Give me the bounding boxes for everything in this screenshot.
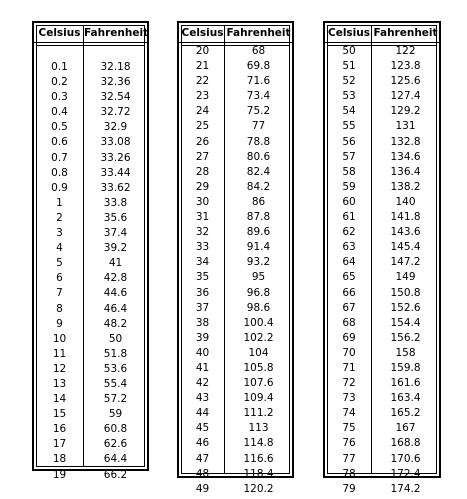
celsius-cell: 40 bbox=[195, 346, 210, 359]
fahrenheit-cell: 32.54 bbox=[100, 91, 131, 104]
table-row bbox=[325, 180, 439, 195]
table-header bbox=[179, 23, 292, 43]
table-row bbox=[325, 135, 439, 150]
fahrenheit-cell: 113 bbox=[248, 422, 269, 435]
celsius-cell: 27 bbox=[195, 150, 210, 163]
celsius-cell: 63 bbox=[342, 241, 356, 254]
table-row bbox=[34, 75, 147, 90]
celsius-cell: 74 bbox=[342, 407, 356, 420]
fahrenheit-cell: 129.2 bbox=[390, 105, 421, 118]
fahrenheit-cell: 168.8 bbox=[390, 437, 421, 450]
celsius-cell: 64 bbox=[342, 256, 356, 269]
fahrenheit-cell: 109.4 bbox=[243, 392, 274, 405]
table-row bbox=[325, 119, 439, 134]
celsius-cell: 56 bbox=[342, 135, 356, 148]
conversion-table-1 bbox=[32, 21, 149, 481]
fahrenheit-cell: 41 bbox=[108, 257, 123, 270]
table-row bbox=[325, 210, 439, 225]
fahrenheit-cell: 78.8 bbox=[246, 135, 271, 148]
celsius-cell: 23 bbox=[195, 90, 210, 103]
fahrenheit-cell: 73.4 bbox=[246, 90, 271, 103]
table-row bbox=[325, 255, 439, 270]
celsius-cell: 33 bbox=[195, 241, 210, 254]
table-row bbox=[179, 104, 292, 119]
celsius-cell: 55 bbox=[342, 120, 356, 133]
fahrenheit-cell: 32.72 bbox=[100, 106, 131, 119]
table-row bbox=[325, 74, 439, 89]
celsius-cell: 25 bbox=[195, 120, 210, 133]
fahrenheit-cell: 96.8 bbox=[246, 286, 271, 299]
fahrenheit-cell: 159.8 bbox=[390, 361, 421, 374]
fahrenheit-cell: 163.4 bbox=[390, 392, 421, 405]
fahrenheit-cell: 174.2 bbox=[390, 482, 421, 495]
table-row bbox=[325, 436, 439, 451]
table-row bbox=[34, 317, 147, 332]
celsius-cell: 36 bbox=[195, 286, 210, 299]
table-row bbox=[34, 120, 147, 135]
celsius-cell: 62 bbox=[342, 226, 356, 239]
table-row bbox=[179, 119, 292, 134]
table-header bbox=[34, 23, 147, 43]
celsius-cell: 44 bbox=[195, 407, 210, 420]
table-row bbox=[179, 135, 292, 150]
table-row bbox=[179, 376, 292, 391]
table-row bbox=[34, 256, 147, 271]
fahrenheit-cell: 50 bbox=[108, 332, 123, 345]
table-row bbox=[325, 59, 439, 74]
celsius-cell: 68 bbox=[342, 316, 356, 329]
table-row bbox=[179, 361, 292, 376]
fahrenheit-cell: 71.6 bbox=[246, 75, 271, 88]
fahrenheit-cell: 89.6 bbox=[246, 226, 271, 239]
fahrenheit-cell: 35.6 bbox=[103, 211, 128, 224]
table-body bbox=[179, 44, 292, 497]
celsius-cell: 53 bbox=[342, 90, 356, 103]
fahrenheit-cell: 32.9 bbox=[103, 121, 128, 134]
fahrenheit-cell: 93.2 bbox=[246, 256, 271, 269]
fahrenheit-cell: 147.2 bbox=[390, 256, 421, 269]
table-row bbox=[34, 452, 147, 467]
table-row bbox=[325, 165, 439, 180]
table-row bbox=[34, 105, 147, 120]
table-row bbox=[179, 301, 292, 316]
table-row bbox=[325, 421, 439, 436]
fahrenheit-cell: 86 bbox=[251, 195, 266, 208]
celsius-cell: 21 bbox=[195, 60, 210, 73]
table-row bbox=[34, 196, 147, 211]
fahrenheit-cell: 46.4 bbox=[103, 302, 128, 315]
celsius-cell: 3 bbox=[56, 227, 63, 240]
fahrenheit-cell: 84.2 bbox=[246, 180, 271, 193]
table-row bbox=[34, 181, 147, 196]
table-row bbox=[325, 406, 439, 421]
table-row bbox=[325, 376, 439, 391]
table-row bbox=[34, 166, 147, 181]
celsius-cell: 18 bbox=[52, 453, 67, 466]
table-row bbox=[179, 59, 292, 74]
fahrenheit-cell: 42.8 bbox=[103, 272, 128, 285]
celsius-cell: 76 bbox=[342, 437, 356, 450]
fahrenheit-cell: 170.6 bbox=[390, 452, 421, 465]
fahrenheit-cell: 123.8 bbox=[390, 60, 421, 73]
table-row bbox=[325, 286, 439, 301]
table-row bbox=[325, 195, 439, 210]
fahrenheit-header: Fahrenheit bbox=[226, 27, 291, 39]
celsius-cell: 22 bbox=[195, 75, 210, 88]
table-row bbox=[179, 240, 292, 255]
celsius-cell: 39 bbox=[195, 331, 210, 344]
table-row bbox=[325, 467, 439, 482]
fahrenheit-cell: 48.2 bbox=[103, 317, 128, 330]
celsius-cell: 75 bbox=[342, 422, 356, 435]
fahrenheit-cell: 33.26 bbox=[100, 151, 131, 164]
fahrenheit-cell: 145.4 bbox=[390, 241, 421, 254]
table-header bbox=[325, 23, 439, 43]
fahrenheit-cell: 116.6 bbox=[243, 452, 274, 465]
table-row bbox=[34, 407, 147, 422]
table-row bbox=[179, 89, 292, 104]
fahrenheit-cell: 125.6 bbox=[390, 75, 421, 88]
fahrenheit-cell: 77 bbox=[251, 120, 266, 133]
fahrenheit-cell: 150.8 bbox=[390, 286, 421, 299]
fahrenheit-cell: 64.4 bbox=[103, 453, 128, 466]
table-row bbox=[34, 422, 147, 437]
fahrenheit-cell: 149 bbox=[395, 271, 416, 284]
table-row bbox=[325, 150, 439, 165]
table-body bbox=[325, 44, 439, 497]
fahrenheit-cell: 102.2 bbox=[243, 331, 274, 344]
celsius-cell: 32 bbox=[195, 226, 210, 239]
celsius-cell: 42 bbox=[195, 377, 210, 390]
table-row bbox=[179, 44, 292, 59]
fahrenheit-cell: 141.8 bbox=[390, 211, 421, 224]
celsius-cell: 48 bbox=[195, 467, 210, 480]
celsius-cell: 37 bbox=[195, 301, 210, 314]
fahrenheit-cell: 165.2 bbox=[390, 407, 421, 420]
fahrenheit-cell: 55.4 bbox=[103, 377, 128, 390]
celsius-cell: 7 bbox=[56, 287, 63, 300]
celsius-cell: 49 bbox=[195, 482, 210, 495]
fahrenheit-cell: 127.4 bbox=[390, 90, 421, 103]
table-row bbox=[325, 361, 439, 376]
celsius-cell: 20 bbox=[195, 45, 210, 57]
celsius-header: Celsius bbox=[328, 27, 370, 39]
table-body bbox=[34, 60, 147, 483]
table-row bbox=[325, 89, 439, 104]
table-row bbox=[179, 180, 292, 195]
fahrenheit-cell: 53.6 bbox=[103, 362, 128, 375]
table-row bbox=[179, 467, 292, 482]
fahrenheit-cell: 143.6 bbox=[390, 226, 421, 239]
table-row bbox=[325, 240, 439, 255]
table-row bbox=[179, 391, 292, 406]
celsius-cell: 54 bbox=[342, 105, 356, 118]
fahrenheit-cell: 167 bbox=[395, 422, 416, 435]
table-row bbox=[179, 255, 292, 270]
table-row bbox=[34, 286, 147, 301]
celsius-cell: 4 bbox=[56, 242, 63, 255]
fahrenheit-cell: 66.2 bbox=[103, 468, 128, 481]
table-row bbox=[325, 225, 439, 240]
celsius-cell: 43 bbox=[195, 392, 210, 405]
table-row bbox=[325, 391, 439, 406]
celsius-cell: 59 bbox=[342, 180, 356, 193]
celsius-cell: 69 bbox=[342, 331, 356, 344]
celsius-cell: 0.8 bbox=[51, 166, 68, 179]
fahrenheit-cell: 51.8 bbox=[103, 347, 128, 360]
celsius-cell: 0.5 bbox=[51, 121, 68, 134]
celsius-cell: 13 bbox=[52, 377, 67, 390]
celsius-cell: 30 bbox=[195, 195, 210, 208]
fahrenheit-header: Fahrenheit bbox=[84, 27, 149, 39]
fahrenheit-cell: 104 bbox=[248, 346, 269, 359]
table-row bbox=[179, 436, 292, 451]
celsius-cell: 17 bbox=[52, 438, 67, 451]
table-row bbox=[34, 271, 147, 286]
celsius-cell: 31 bbox=[195, 211, 210, 224]
fahrenheit-cell: 82.4 bbox=[246, 165, 271, 178]
table-row bbox=[34, 60, 147, 75]
fahrenheit-cell: 156.2 bbox=[390, 331, 421, 344]
table-row bbox=[34, 211, 147, 226]
celsius-cell: 65 bbox=[342, 271, 356, 284]
table-row bbox=[179, 270, 292, 285]
celsius-cell: 70 bbox=[342, 346, 356, 359]
table-row bbox=[179, 74, 292, 89]
fahrenheit-cell: 111.2 bbox=[243, 407, 274, 420]
fahrenheit-cell: 105.8 bbox=[243, 361, 274, 374]
celsius-cell: 11 bbox=[52, 347, 67, 360]
table-row bbox=[34, 135, 147, 150]
table-row bbox=[325, 44, 439, 59]
celsius-cell: 9 bbox=[56, 317, 63, 330]
fahrenheit-cell: 68 bbox=[251, 45, 266, 57]
table-row bbox=[34, 437, 147, 452]
table-row bbox=[179, 316, 292, 331]
celsius-cell: 60 bbox=[342, 195, 356, 208]
fahrenheit-cell: 60.8 bbox=[103, 423, 128, 436]
fahrenheit-cell: 44.6 bbox=[103, 287, 128, 300]
table-row bbox=[34, 392, 147, 407]
fahrenheit-cell: 32.36 bbox=[100, 76, 131, 89]
celsius-cell: 0.1 bbox=[51, 61, 68, 73]
table-row bbox=[179, 210, 292, 225]
celsius-cell: 50 bbox=[342, 45, 356, 57]
table-row bbox=[325, 301, 439, 316]
table-row bbox=[179, 421, 292, 436]
celsius-cell: 8 bbox=[56, 302, 63, 315]
celsius-cell: 47 bbox=[195, 452, 210, 465]
table-row bbox=[179, 482, 292, 497]
celsius-cell: 14 bbox=[52, 393, 67, 406]
table-row bbox=[179, 346, 292, 361]
fahrenheit-cell: 33.62 bbox=[100, 181, 131, 194]
conversion-table-3 bbox=[323, 21, 441, 495]
table-row bbox=[325, 104, 439, 119]
fahrenheit-cell: 114.8 bbox=[243, 437, 274, 450]
fahrenheit-cell: 33.08 bbox=[100, 136, 131, 149]
fahrenheit-cell: 80.6 bbox=[246, 150, 271, 163]
fahrenheit-cell: 32.18 bbox=[100, 61, 131, 73]
celsius-cell: 1 bbox=[56, 196, 63, 209]
celsius-cell: 77 bbox=[342, 452, 356, 465]
table-row bbox=[34, 226, 147, 241]
fahrenheit-cell: 100.4 bbox=[243, 316, 274, 329]
table-row bbox=[325, 346, 439, 361]
celsius-cell: 29 bbox=[195, 180, 210, 193]
celsius-cell: 12 bbox=[52, 362, 67, 375]
table-row bbox=[325, 482, 439, 497]
celsius-cell: 0.4 bbox=[51, 106, 68, 119]
table-row bbox=[34, 241, 147, 256]
fahrenheit-cell: 62.6 bbox=[103, 438, 128, 451]
celsius-cell: 52 bbox=[342, 75, 356, 88]
fahrenheit-cell: 107.6 bbox=[243, 377, 274, 390]
celsius-cell: 10 bbox=[52, 332, 67, 345]
table-row bbox=[179, 286, 292, 301]
table-row bbox=[325, 270, 439, 285]
table-row bbox=[34, 347, 147, 362]
fahrenheit-cell: 91.4 bbox=[246, 241, 271, 254]
fahrenheit-cell: 158 bbox=[395, 346, 416, 359]
table-row bbox=[179, 452, 292, 467]
table-row bbox=[34, 302, 147, 317]
fahrenheit-cell: 154.4 bbox=[390, 316, 421, 329]
celsius-cell: 5 bbox=[56, 257, 63, 270]
celsius-cell: 35 bbox=[195, 271, 210, 284]
celsius-cell: 2 bbox=[56, 211, 63, 224]
celsius-cell: 66 bbox=[342, 286, 356, 299]
table-row bbox=[34, 377, 147, 392]
celsius-header: Celsius bbox=[181, 27, 224, 39]
fahrenheit-cell: 132.8 bbox=[390, 135, 421, 148]
table-row bbox=[179, 150, 292, 165]
fahrenheit-cell: 37.4 bbox=[103, 227, 128, 240]
celsius-cell: 28 bbox=[195, 165, 210, 178]
fahrenheit-cell: 59 bbox=[108, 408, 123, 421]
table-row bbox=[325, 452, 439, 467]
table-row bbox=[34, 151, 147, 166]
table-row bbox=[179, 165, 292, 180]
celsius-cell: 15 bbox=[52, 408, 67, 421]
celsius-cell: 38 bbox=[195, 316, 210, 329]
table-row bbox=[34, 362, 147, 377]
celsius-cell: 73 bbox=[342, 392, 356, 405]
table-row bbox=[179, 195, 292, 210]
celsius-cell: 0.7 bbox=[51, 151, 68, 164]
celsius-cell: 61 bbox=[342, 211, 356, 224]
celsius-cell: 79 bbox=[342, 482, 356, 495]
celsius-cell: 51 bbox=[342, 60, 356, 73]
table-row bbox=[34, 332, 147, 347]
celsius-cell: 45 bbox=[195, 422, 210, 435]
table-row bbox=[325, 331, 439, 346]
table-row bbox=[179, 331, 292, 346]
fahrenheit-cell: 136.4 bbox=[390, 165, 421, 178]
celsius-cell: 26 bbox=[195, 135, 210, 148]
fahrenheit-cell: 138.2 bbox=[390, 180, 421, 193]
celsius-cell: 34 bbox=[195, 256, 210, 269]
celsius-cell: 78 bbox=[342, 467, 356, 480]
table-row bbox=[34, 90, 147, 105]
celsius-cell: 46 bbox=[195, 437, 210, 450]
celsius-header: Celsius bbox=[38, 27, 81, 39]
celsius-cell: 0.9 bbox=[51, 181, 68, 194]
fahrenheit-cell: 172.4 bbox=[390, 467, 421, 480]
fahrenheit-cell: 33.8 bbox=[103, 196, 128, 209]
celsius-cell: 16 bbox=[52, 423, 67, 436]
fahrenheit-cell: 131 bbox=[395, 120, 416, 133]
fahrenheit-cell: 69.8 bbox=[246, 60, 271, 73]
table-row bbox=[179, 406, 292, 421]
fahrenheit-cell: 122 bbox=[395, 45, 416, 57]
celsius-cell: 6 bbox=[56, 272, 63, 285]
celsius-cell: 57 bbox=[342, 150, 356, 163]
celsius-cell: 19 bbox=[52, 468, 67, 481]
fahrenheit-cell: 87.8 bbox=[246, 211, 271, 224]
fahrenheit-header: Fahrenheit bbox=[373, 27, 438, 39]
fahrenheit-cell: 75.2 bbox=[246, 105, 271, 118]
celsius-cell: 58 bbox=[342, 165, 356, 178]
celsius-cell: 41 bbox=[195, 361, 210, 374]
fahrenheit-cell: 161.6 bbox=[390, 377, 421, 390]
celsius-cell: 0.3 bbox=[51, 91, 68, 104]
fahrenheit-cell: 57.2 bbox=[103, 393, 128, 406]
fahrenheit-cell: 98.6 bbox=[246, 301, 271, 314]
table-row bbox=[325, 316, 439, 331]
celsius-cell: 71 bbox=[342, 361, 356, 374]
fahrenheit-cell: 140 bbox=[395, 195, 416, 208]
fahrenheit-cell: 118.4 bbox=[243, 467, 274, 480]
celsius-cell: 72 bbox=[342, 377, 356, 390]
fahrenheit-cell: 39.2 bbox=[103, 242, 128, 255]
celsius-cell: 0.2 bbox=[51, 76, 68, 89]
fahrenheit-cell: 33.44 bbox=[100, 166, 131, 179]
table-row bbox=[179, 225, 292, 240]
table-row bbox=[34, 468, 147, 483]
celsius-cell: 67 bbox=[342, 301, 356, 314]
fahrenheit-cell: 152.6 bbox=[390, 301, 421, 314]
fahrenheit-cell: 95 bbox=[251, 271, 266, 284]
fahrenheit-cell: 134.6 bbox=[390, 150, 421, 163]
conversion-table-2 bbox=[177, 21, 294, 495]
celsius-cell: 24 bbox=[195, 105, 210, 118]
celsius-cell: 0.6 bbox=[51, 136, 68, 149]
fahrenheit-cell: 120.2 bbox=[243, 482, 274, 495]
